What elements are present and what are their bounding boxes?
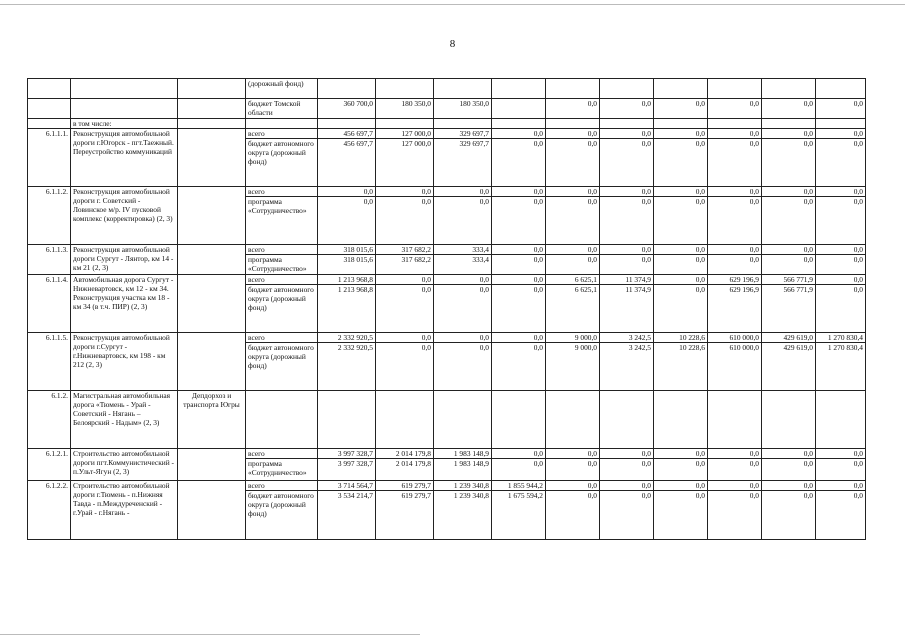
amount-cell: 3 714 564,7 (318, 481, 376, 491)
amount-cell: 619 279,7 (376, 481, 434, 491)
funding-source: всего (246, 187, 318, 197)
funding-source: (дорожный фонд) (246, 79, 318, 99)
item-code: 6.1.1.1. (28, 129, 71, 187)
amount-cell: 0,0 (546, 481, 600, 491)
amount-cell: 0,0 (492, 197, 546, 245)
amount-cell: 0,0 (654, 129, 708, 139)
funding-source: всего (246, 275, 318, 285)
amount-cell: 0,0 (708, 197, 762, 245)
funding-source: всего (246, 245, 318, 255)
amount-cell: 2 014 179,8 (376, 459, 434, 481)
amount-cell: 317 682,2 (376, 255, 434, 275)
amount-cell: 1 239 340,8 (434, 481, 492, 491)
amount-cell: 619 279,7 (376, 491, 434, 540)
amount-cell: 629 196,9 (708, 285, 762, 333)
amount-cell (600, 79, 654, 99)
amount-cell: 3 534 214,7 (318, 491, 376, 540)
amount-cell: 360 700,0 (318, 99, 376, 119)
amount-cell: 0,0 (654, 285, 708, 333)
amount-cell: 1 270 830,4 (816, 343, 866, 391)
item-code (28, 99, 71, 119)
amount-cell: 0,0 (546, 197, 600, 245)
page-number: 8 (449, 38, 456, 50)
amount-cell: 0,0 (546, 491, 600, 540)
funding-source: всего (246, 129, 318, 139)
amount-cell (600, 119, 654, 129)
amount-cell: 0,0 (600, 197, 654, 245)
table-row (28, 333, 866, 343)
amount-cell: 0,0 (654, 245, 708, 255)
bottom-rule (0, 634, 420, 635)
amount-cell (762, 391, 816, 449)
amount-cell: 0,0 (546, 129, 600, 139)
amount-cell (376, 391, 434, 449)
item-code: 6.1.2.2. (28, 481, 71, 540)
amount-cell (600, 391, 654, 449)
amount-cell: 566 771,9 (762, 285, 816, 333)
amount-cell (816, 79, 866, 99)
funding-source: всего (246, 333, 318, 343)
amount-cell: 333,4 (434, 245, 492, 255)
amount-cell: 0,0 (708, 187, 762, 197)
item-name: в том числе: (71, 119, 178, 129)
amount-cell: 2 332 920,5 (318, 333, 376, 343)
amount-cell: 0,0 (492, 255, 546, 275)
item-code (28, 79, 71, 99)
amount-cell: 0,0 (434, 197, 492, 245)
amount-cell: 0,0 (816, 139, 866, 187)
amount-cell: 0,0 (600, 481, 654, 491)
amount-cell (434, 391, 492, 449)
amount-cell (492, 79, 546, 99)
amount-cell (318, 391, 376, 449)
amount-cell: 0,0 (816, 245, 866, 255)
amount-cell: 0,0 (816, 481, 866, 491)
amount-cell: 0,0 (762, 255, 816, 275)
amount-cell: 0,0 (600, 491, 654, 540)
amount-cell: 0,0 (708, 459, 762, 481)
amount-cell (546, 119, 600, 129)
funding-source: программа «Сотрудничество» (246, 197, 318, 245)
item-code: 6.1.1.3. (28, 245, 71, 275)
amount-cell (546, 391, 600, 449)
amount-cell: 0,0 (816, 99, 866, 119)
amount-cell: 0,0 (546, 99, 600, 119)
amount-cell (376, 79, 434, 99)
amount-cell: 0,0 (708, 449, 762, 459)
amount-cell: 0,0 (546, 255, 600, 275)
funding-source: бюджет автономного округа (дорожный фонд) (246, 491, 318, 540)
amount-cell: 0,0 (492, 139, 546, 187)
item-executor (178, 187, 246, 245)
amount-cell: 318 015,6 (318, 245, 376, 255)
item-executor (178, 119, 246, 129)
amount-cell: 180 350,0 (376, 99, 434, 119)
amount-cell: 0,0 (654, 481, 708, 491)
amount-cell (762, 119, 816, 129)
amount-cell: 1 983 148,9 (434, 449, 492, 459)
amount-cell: 3 997 328,7 (318, 449, 376, 459)
amount-cell: 0,0 (434, 333, 492, 343)
amount-cell: 6 625,1 (546, 275, 600, 285)
funding-source: бюджет автономного округа (дорожный фонд) (246, 285, 318, 333)
funding-source: всего (246, 481, 318, 491)
amount-cell (654, 119, 708, 129)
amount-cell (816, 391, 866, 449)
amount-cell: 0,0 (762, 99, 816, 119)
amount-cell: 0,0 (816, 187, 866, 197)
amount-cell: 0,0 (762, 481, 816, 491)
table-row (28, 449, 866, 459)
item-name: Реконструкция автомобильной дороги г. Советский - Ловинское м/р. IV пусковой комплекс (корректировка) (2, 3) (71, 187, 178, 245)
amount-cell: 3 242,5 (600, 333, 654, 343)
amount-cell: 0,0 (492, 459, 546, 481)
item-code: 6.1.1.2. (28, 187, 71, 245)
amount-cell: 333,4 (434, 255, 492, 275)
item-code: 6.1.1.5. (28, 333, 71, 391)
funding-source (246, 391, 318, 449)
amount-cell: 0,0 (654, 491, 708, 540)
amount-cell: 329 697,7 (434, 139, 492, 187)
item-name: Магистральная автомобильная дорога «Тюмень - Урай - Советский - Нягань – Белоярский - Надым» (2, 3) (71, 391, 178, 449)
amount-cell: 0,0 (318, 197, 376, 245)
item-name: Реконструкция автомобильной дороги г.Югорск - пгт.Таежный. Переустройство коммуникаций (71, 129, 178, 187)
item-executor (178, 79, 246, 99)
amount-cell: 0,0 (376, 343, 434, 391)
amount-cell: 0,0 (434, 275, 492, 285)
amount-cell: 0,0 (708, 481, 762, 491)
amount-cell: 0,0 (376, 333, 434, 343)
item-name: Автомобильная дорога Сургут - Нижневартовск, км 12 - км 34. Реконструкция участка км 18 - км 34 (в т.ч. ПИР) (2, 3) (71, 275, 178, 333)
table-row (28, 79, 866, 99)
amount-cell (654, 391, 708, 449)
amount-cell: 1 270 830,4 (816, 333, 866, 343)
amount-cell (434, 119, 492, 129)
item-name: Реконструкция автомобильной дороги г.Сургут - г.Нижневартовск, км 198 - км 212 (2, 3) (71, 333, 178, 391)
funding-source: бюджет Томской области (246, 99, 318, 119)
amount-cell (546, 79, 600, 99)
amount-cell: 0,0 (654, 99, 708, 119)
amount-cell: 0,0 (492, 343, 546, 391)
amount-cell (708, 79, 762, 99)
amount-cell: 318 015,6 (318, 255, 376, 275)
amount-cell: 0,0 (492, 285, 546, 333)
amount-cell: 1 983 148,9 (434, 459, 492, 481)
amount-cell: 1 213 968,8 (318, 275, 376, 285)
amount-cell (762, 79, 816, 99)
amount-cell (492, 119, 546, 129)
amount-cell: 0,0 (376, 275, 434, 285)
item-name (71, 99, 178, 119)
funding-source (246, 119, 318, 129)
amount-cell: 0,0 (546, 459, 600, 481)
item-name (71, 79, 178, 99)
item-name: Строительство автомобильной дороги пгт.Коммунистический - п.Ульт-Ягун (2, 3) (71, 449, 178, 481)
amount-cell: 0,0 (546, 245, 600, 255)
table-row (28, 187, 866, 197)
amount-cell: 0,0 (600, 187, 654, 197)
amount-cell: 0,0 (492, 129, 546, 139)
item-executor (178, 275, 246, 333)
table-row (28, 129, 866, 139)
amount-cell: 0,0 (708, 139, 762, 187)
amount-cell: 456 697,7 (318, 139, 376, 187)
amount-cell: 0,0 (492, 187, 546, 197)
amount-cell: 0,0 (816, 491, 866, 540)
amount-cell: 0,0 (434, 343, 492, 391)
amount-cell (492, 99, 546, 119)
amount-cell (654, 79, 708, 99)
amount-cell: 0,0 (654, 255, 708, 275)
amount-cell: 9 000,0 (546, 333, 600, 343)
amount-cell: 0,0 (546, 139, 600, 187)
amount-cell: 0,0 (434, 285, 492, 333)
funding-source: всего (246, 449, 318, 459)
amount-cell: 1 675 594,2 (492, 491, 546, 540)
amount-cell: 0,0 (654, 139, 708, 187)
amount-cell (318, 119, 376, 129)
item-executor (178, 99, 246, 119)
amount-cell: 0,0 (434, 187, 492, 197)
funding-source: программа «Сотрудничество» (246, 459, 318, 481)
funding-source: программа «Сотрудничество» (246, 255, 318, 275)
amount-cell: 610 000,0 (708, 343, 762, 391)
item-executor (178, 129, 246, 187)
table-row (28, 99, 866, 119)
amount-cell: 0,0 (600, 139, 654, 187)
amount-cell: 1 239 340,8 (434, 491, 492, 540)
amount-cell: 0,0 (600, 255, 654, 275)
amount-cell: 0,0 (376, 197, 434, 245)
amount-cell: 0,0 (816, 197, 866, 245)
item-executor (178, 333, 246, 391)
item-executor (178, 245, 246, 275)
amount-cell: 0,0 (816, 275, 866, 285)
table-row (28, 245, 866, 255)
amount-cell: 329 697,7 (434, 129, 492, 139)
amount-cell: 3 242,5 (600, 343, 654, 391)
amount-cell: 0,0 (600, 449, 654, 459)
amount-cell: 1 855 944,2 (492, 481, 546, 491)
amount-cell: 2 332 920,5 (318, 343, 376, 391)
amount-cell: 0,0 (762, 449, 816, 459)
amount-cell: 1 213 968,8 (318, 285, 376, 333)
table-row (28, 391, 866, 449)
amount-cell: 0,0 (762, 459, 816, 481)
amount-cell: 0,0 (492, 275, 546, 285)
amount-cell: 0,0 (708, 129, 762, 139)
item-executor (178, 449, 246, 481)
amount-cell: 0,0 (762, 187, 816, 197)
amount-cell: 317 682,2 (376, 245, 434, 255)
item-name: Строительство автомобильной дороги г.Тюмень - п.Нижняя Тавда - п.Междуреченский - г.Урай - г.Нягань - (71, 481, 178, 540)
amount-cell: 0,0 (816, 129, 866, 139)
amount-cell: 3 997 328,7 (318, 459, 376, 481)
amount-cell: 0,0 (762, 491, 816, 540)
amount-cell: 0,0 (600, 245, 654, 255)
amount-cell: 0,0 (708, 245, 762, 255)
amount-cell: 0,0 (546, 187, 600, 197)
amount-cell: 0,0 (654, 197, 708, 245)
item-code: 6.1.2. (28, 391, 71, 449)
amount-cell: 10 228,6 (654, 333, 708, 343)
item-executor (178, 481, 246, 540)
amount-cell: 0,0 (708, 99, 762, 119)
amount-cell: 0,0 (816, 285, 866, 333)
funding-source: бюджет автономного округа (дорожный фонд) (246, 343, 318, 391)
amount-cell: 127 000,0 (376, 129, 434, 139)
amount-cell: 0,0 (816, 459, 866, 481)
amount-cell: 2 014 179,8 (376, 449, 434, 459)
amount-cell: 0,0 (600, 459, 654, 481)
amount-cell (376, 119, 434, 129)
amount-cell: 0,0 (492, 333, 546, 343)
amount-cell: 610 000,0 (708, 333, 762, 343)
item-code (28, 119, 71, 129)
amount-cell: 0,0 (654, 449, 708, 459)
item-name: Реконструкция автомобильной дороги Сургут - Лянтор, км 14 - км 21 (2, 3) (71, 245, 178, 275)
amount-cell: 0,0 (600, 99, 654, 119)
budget-table (27, 78, 866, 540)
amount-cell: 0,0 (546, 449, 600, 459)
amount-cell: 0,0 (376, 285, 434, 333)
amount-cell: 0,0 (762, 129, 816, 139)
amount-cell: 10 228,6 (654, 343, 708, 391)
amount-cell: 0,0 (708, 491, 762, 540)
amount-cell (434, 79, 492, 99)
amount-cell: 11 374,9 (600, 285, 654, 333)
amount-cell: 0,0 (816, 449, 866, 459)
amount-cell (708, 119, 762, 129)
amount-cell: 9 000,0 (546, 343, 600, 391)
amount-cell (708, 391, 762, 449)
funding-source: бюджет автономного округа (дорожный фонд) (246, 139, 318, 187)
amount-cell: 0,0 (600, 129, 654, 139)
amount-cell: 0,0 (762, 197, 816, 245)
table-row (28, 119, 866, 129)
amount-cell: 0,0 (376, 187, 434, 197)
item-executor: Депдорхоз и транспорта Югры (178, 391, 246, 449)
amount-cell: 0,0 (762, 139, 816, 187)
amount-cell: 180 350,0 (434, 99, 492, 119)
amount-cell (492, 391, 546, 449)
amount-cell: 0,0 (762, 245, 816, 255)
amount-cell: 456 697,7 (318, 129, 376, 139)
amount-cell: 0,0 (654, 459, 708, 481)
amount-cell: 11 374,9 (600, 275, 654, 285)
amount-cell: 0,0 (492, 245, 546, 255)
item-code: 6.1.1.4. (28, 275, 71, 333)
amount-cell: 0,0 (318, 187, 376, 197)
amount-cell: 0,0 (492, 449, 546, 459)
amount-cell: 0,0 (654, 275, 708, 285)
amount-cell: 566 771,9 (762, 275, 816, 285)
table-row (28, 481, 866, 491)
amount-cell: 429 619,0 (762, 343, 816, 391)
amount-cell: 0,0 (816, 255, 866, 275)
amount-cell: 6 625,1 (546, 285, 600, 333)
amount-cell: 629 196,9 (708, 275, 762, 285)
amount-cell (816, 119, 866, 129)
top-rule (0, 4, 905, 5)
amount-cell: 127 000,0 (376, 139, 434, 187)
amount-cell: 0,0 (654, 187, 708, 197)
amount-cell (318, 79, 376, 99)
item-code: 6.1.2.1. (28, 449, 71, 481)
amount-cell: 0,0 (708, 255, 762, 275)
table-row (28, 275, 866, 285)
amount-cell: 429 619,0 (762, 333, 816, 343)
